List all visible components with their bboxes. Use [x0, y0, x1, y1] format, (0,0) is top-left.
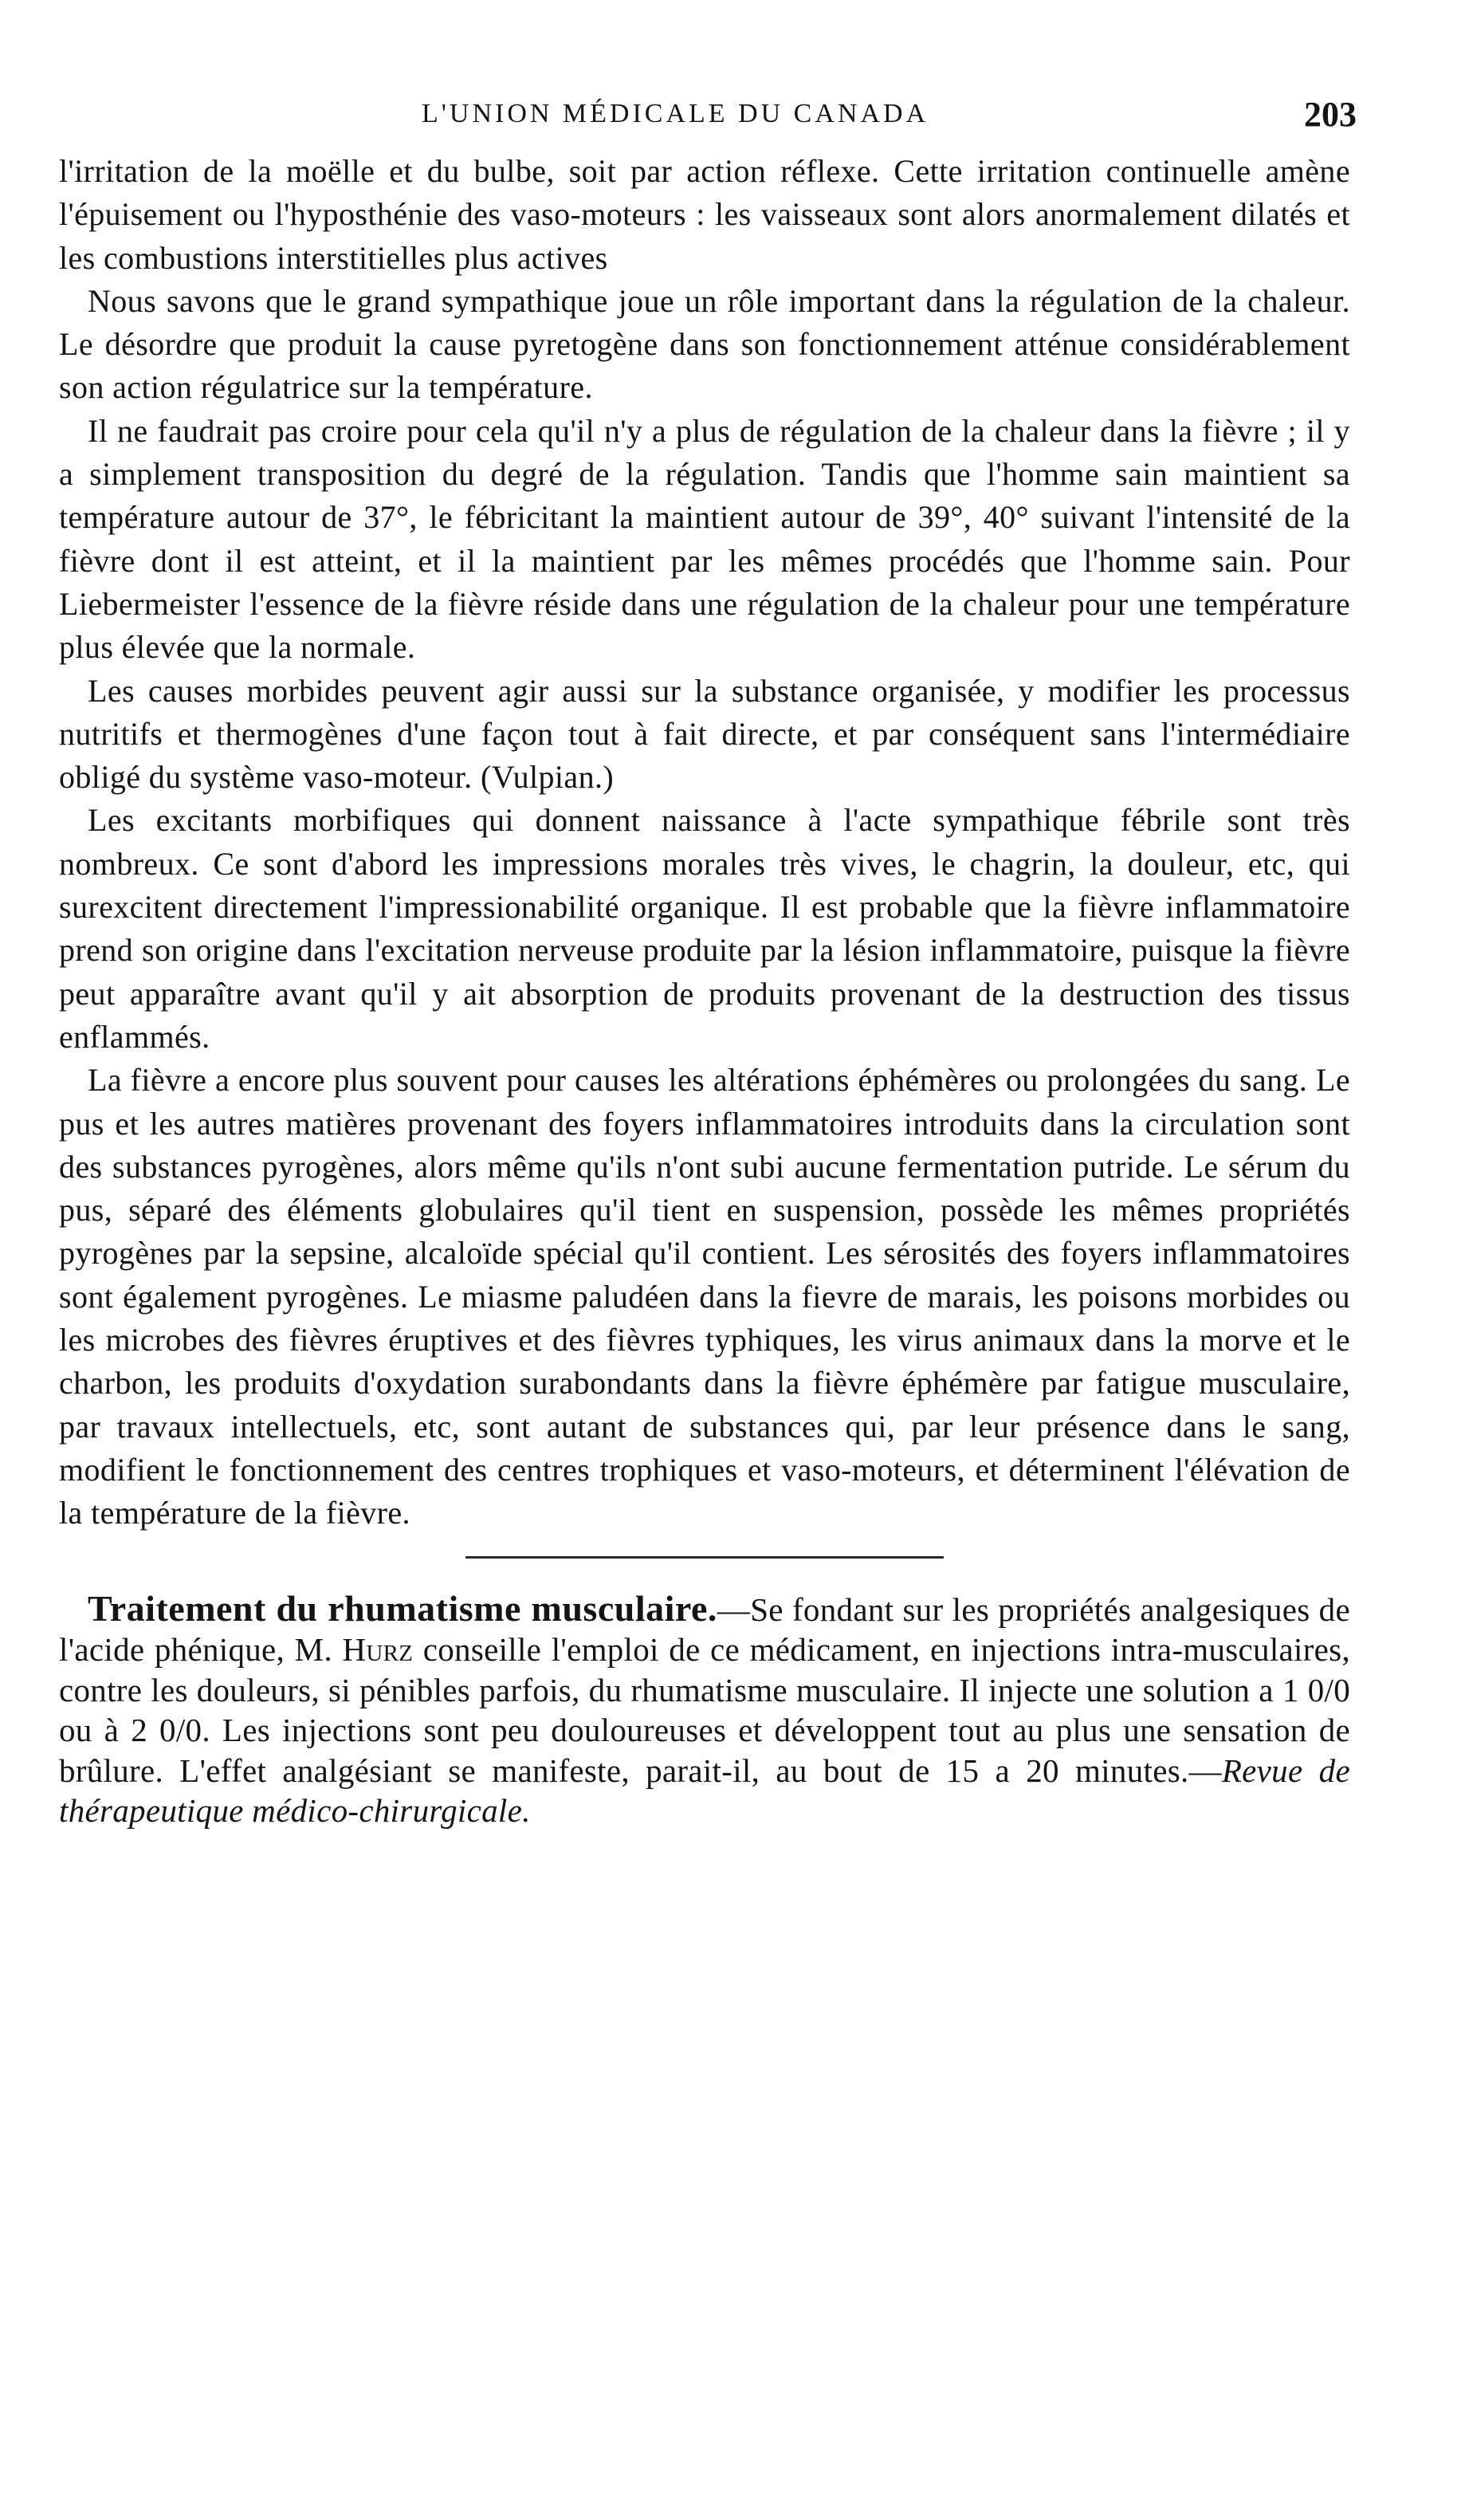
paragraph: La fièvre a encore plus souvent pour causes les altérations éphémères ou prolongées du sang. Le pus et les autres matières provenant des foyers inflammatoires introduits dans la circulation sont des substances pyrogènes, alors même qu'ils n'ont subi aucune fermentation putride. Le sérum du pus, séparé des éléments globulaires qu'il tient en suspension, possède les mêmes propriétés pyrogènes par la sepsine, alcaloïde spécial qu'il contient. Les sérosités des foyers inflammatoires sont également pyrogènes. Le miasme paludéen dans la fievre de marais, les poisons morbides ou les microbes des fièvres éruptives et des fièvres typhiques, les virus animaux dans la morve et le charbon, les produits d'oxydation surabondants dans la fièvre éphémère par fatigue musculaire, par travaux intellectuels, etc, sont autant de substances qui, par leur présence dans le sang, modifient le fonctionnement des centres trophiques et vaso-moteurs, et déterminent l'élévation de la température de la fièvre. [59, 1062, 1350, 1531]
paragraph: Nous savons que le grand sympathique joue un rôle important dans la régulation de la chaleur. Le désordre que produit la cause pyretogène dans son fonctionnement atténue considérablement son action régulatrice sur la température. [59, 282, 1350, 406]
section-divider [465, 1556, 944, 1559]
source-dash: — [1188, 1751, 1222, 1789]
paragraph: Il ne faudrait pas croire pour cela qu'il n'y a plus de régulation de la chaleur dans la fièvre ; il y a simplement transposition du degré de la régulation. Tandis que l'homme sain maintient sa température autour de 37°, le fébricitant la maintient autour de 39°, 40° suivant l'intensité de la fièvre dont il est atteint, et il la maintient par les mêmes procédés que l'homme sain. Pour Liebermeister l'essence de la fièvre réside dans une régulation de la chaleur pour une température plus élevée que la normale. [59, 412, 1350, 666]
paragraph: Les causes morbides peuvent agir aussi sur la substance organisée, y modifier les processus nutritifs et thermogènes d'une façon tout à fait directe, et par conséquent sans l'intermédiaire obligé du système vaso-moteur. (Vulpian.) [59, 672, 1350, 796]
article-text: conseille l'emploi de ce médicament, en injections intra-musculaires, contre les douleurs, si pénibles parfois, du rhumatisme musculaire. Il injecte une solution a 1 0/0 ou à 2 0/0. Les injections sont peu douloureuses et développent tout au plus une sensation de brûlure. L'effet analgésiant se manifeste, parait-il, au bout de 15 a 20 minutes. [59, 1631, 1350, 1789]
page-header [59, 94, 1357, 150]
paragraph: Les excitants morbifiques qui donnent naissance à l'acte sympathique fébrile sont très nombreux. Ce sont d'abord les impressions morales très vives, le chagrin, la douleur, etc, qui surexcitent directement l'impressionabilité organique. Il est probable que la fièvre inflammatoire prend son origine dans l'excitation nerveuse produite par la lésion inflammatoire, puisque la fièvre peut apparaître avant qu'il y ait absorption de produits provenant de la destruction des tissus enflammés. [59, 802, 1350, 1055]
running-title: L'UNION MÉDICALE DU CANADA [422, 99, 929, 128]
article-text: Se fondant sur les propriétés analgesiques de l'acide phénique, M. [59, 1590, 1350, 1668]
paragraph: l'irritation de la moëlle et du bulbe, soit par action réflexe. Cette irritation continuelle amène l'épuisement ou l'hyposthénie des vaso-moteurs : les vaisseaux sont alors anormalement dilatés et les combustions interstitielles plus actives [59, 153, 1350, 276]
article-paragraph [59, 1589, 1350, 1831]
page-number: 203 [1304, 95, 1357, 134]
title-dash: — [717, 1590, 751, 1628]
source-citation: Revue de thérapeutique médico-chirurgicale. [59, 1751, 1350, 1829]
page [59, 94, 1357, 1831]
body-text [59, 150, 1350, 1535]
article-title: Traitement du rhumatisme musculaire. [88, 1587, 717, 1629]
author-name: Hurz [342, 1631, 414, 1668]
